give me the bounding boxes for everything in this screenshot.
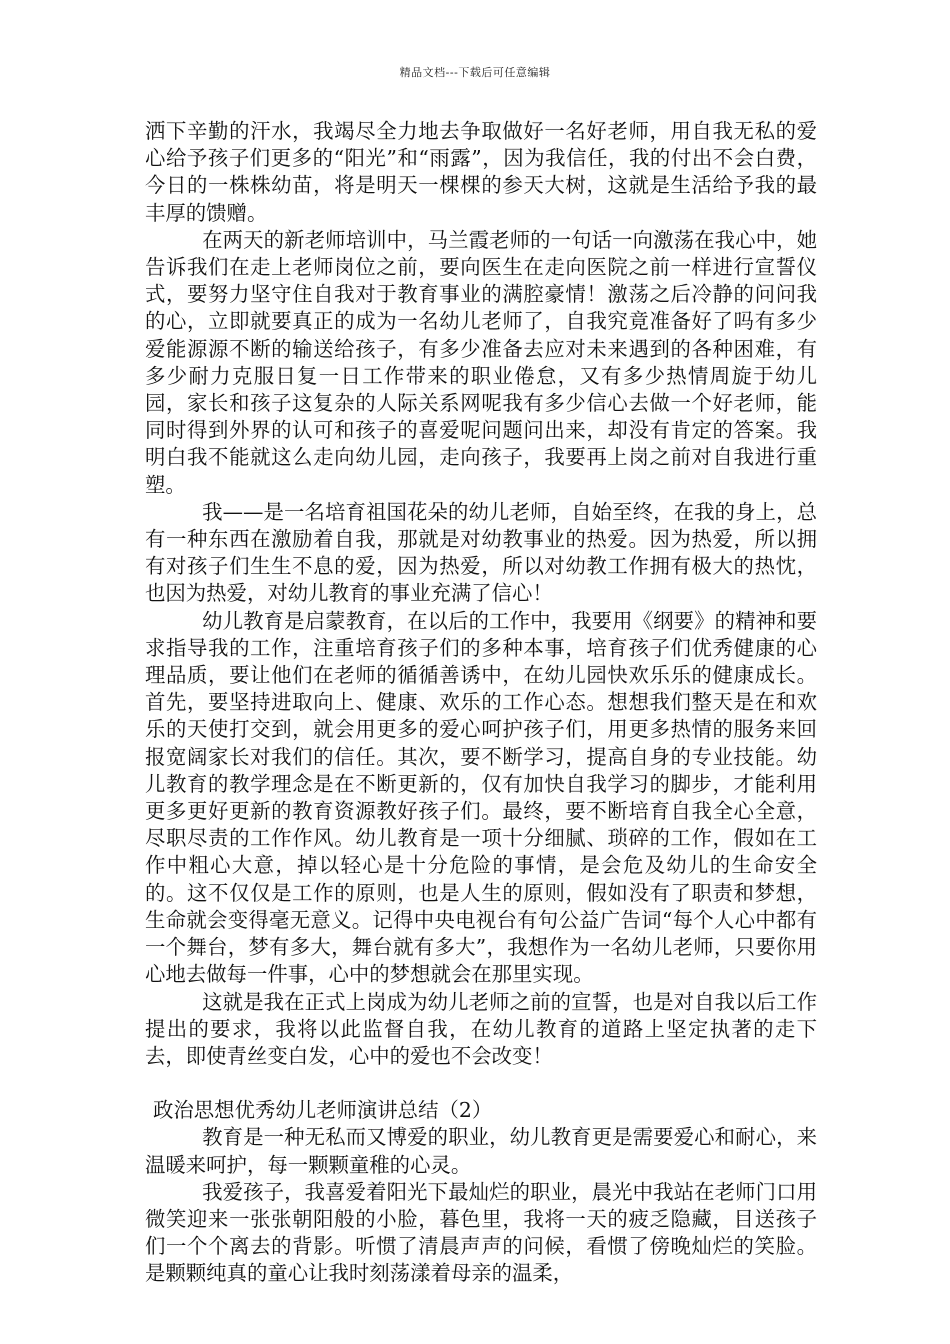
paragraph-early-education: 幼儿教育是启蒙教育，在以后的工作中，我要用《纲要》的精神和要求指导我的工作，注重培育孩子们的多种本事，培育孩子们优秀健康的心理品质，要让他们在老师的循循善诱中，在幼儿园快欢乐乐的健康成长。首先，要坚持进取向上、健康、欢乐的工作心态。想想我们整天是在和欢乐的天使打交到，就会用更多的爱心呵护孩子们，用更多热情的服务来回报宽阔家长对我们的信任。其次，要不断学习，提高自身的专业技能。幼儿教育的教学理念是在不断更新的，仅有加快自我学习的脚步，才能利用更多更好更新的教育资源教好孩子们。最终，要不断培育自我全心全意，尽职尽责的工作作风。幼儿教育是一项十分细腻、琐碎的工作，假如在工作中粗心大意，掉以轻心是十分危险的事情，是会危及幼儿的生命安全的。这不仅仅是工作的原则，也是人生的原则，假如没有了职责和梦想，生命就会变得毫无意义。记得中央电视台有句公益广告词“每个人心中都有一个舞台，梦有多大，舞台就有多大”，我想作为一名幼儿老师，只要你用心地去做每一件事，心中的梦想就会在那里实现。 (145, 608, 817, 987)
paragraph-oath: 这就是我在正式上岗成为幼儿老师之前的宣誓，也是对自我以后工作提出的要求，我将以此监督自我，在幼儿教育的道路上坚定执著的走下去，即使青丝变白发，心中的爱也不会改变！ (145, 989, 817, 1068)
section-spacer (145, 1070, 817, 1097)
section-heading: 政治思想优秀幼儿老师演讲总结（2） (153, 1098, 493, 1123)
document-body (145, 118, 817, 1288)
paragraph-love-of-teaching: 我——是一名培育祖国花朵的幼儿老师，自始至终，在我的身上，总有一种东西在激励着自我，那就是对幼教事业的热爱。因为热爱，所以拥有对孩子们生生不息的爱，因为热爱，所以对幼教工作拥有极大的热忱，也因为热爱，对幼儿教育的事业充满了信心！ (145, 499, 817, 606)
page-header: 精品文档---下载后可任意编辑 (399, 66, 551, 79)
paragraph-love-children: 我爱孩子，我喜爱着阳光下最灿烂的职业，晨光中我站在老师门口用微笑迎来一张张朝阳般的小脸，暮色里，我将一天的疲乏隐藏，目送孩子们一个个离去的背影。听惯了清晨声声的问候，看惯了傍晚灿烂的笑脸。是颗颗纯真的童心让我时刻荡漾着母亲的温柔， (145, 1179, 817, 1286)
paragraph-continuation: 洒下辛勤的汗水，我竭尽全力地去争取做好一名好老师，用自我无私的爱心给予孩子们更多的“阳光”和“雨露”，因为我信任，我的付出不会白费，今日的一株株幼苗，将是明天一棵棵的参天大树，这就是生活给予我的最丰厚的馈赠。 (145, 119, 817, 225)
paragraph-training: 在两天的新老师培训中，马兰霞老师的一句话一向激荡在我心中，她告诉我们在走上老师岗位之前，要向医生在走向医院之前一样进行宣誓仪式，要努力坚守住自我对于教育事业的满腔豪情！激荡之后冷静的问问我的心，立即就要真正的成为一名幼儿老师了，自我究竟准备好了吗有多少爱能源源不断的输送给孩子，有多少准备去应对未来遇到的各种困难，有多少耐力克服日复一日工作带来的职业倦怠，又有多少热情周旋于幼儿园，家长和孩子这复杂的人际关系网呢我有多少信心去做一个好老师，能同时得到外界的认可和孩子的喜爱呢问题问出来，却没有肯定的答案。我明白我不能就这么走向幼儿园，走向孩子，我要再上岗之前对自我进行重塑。 (145, 227, 817, 497)
paragraph-education-intro: 教育是一种无私而又博爱的职业，幼儿教育更是需要爱心和耐心，来温暖来呵护，每一颗颗童稚的心灵。 (145, 1125, 817, 1177)
